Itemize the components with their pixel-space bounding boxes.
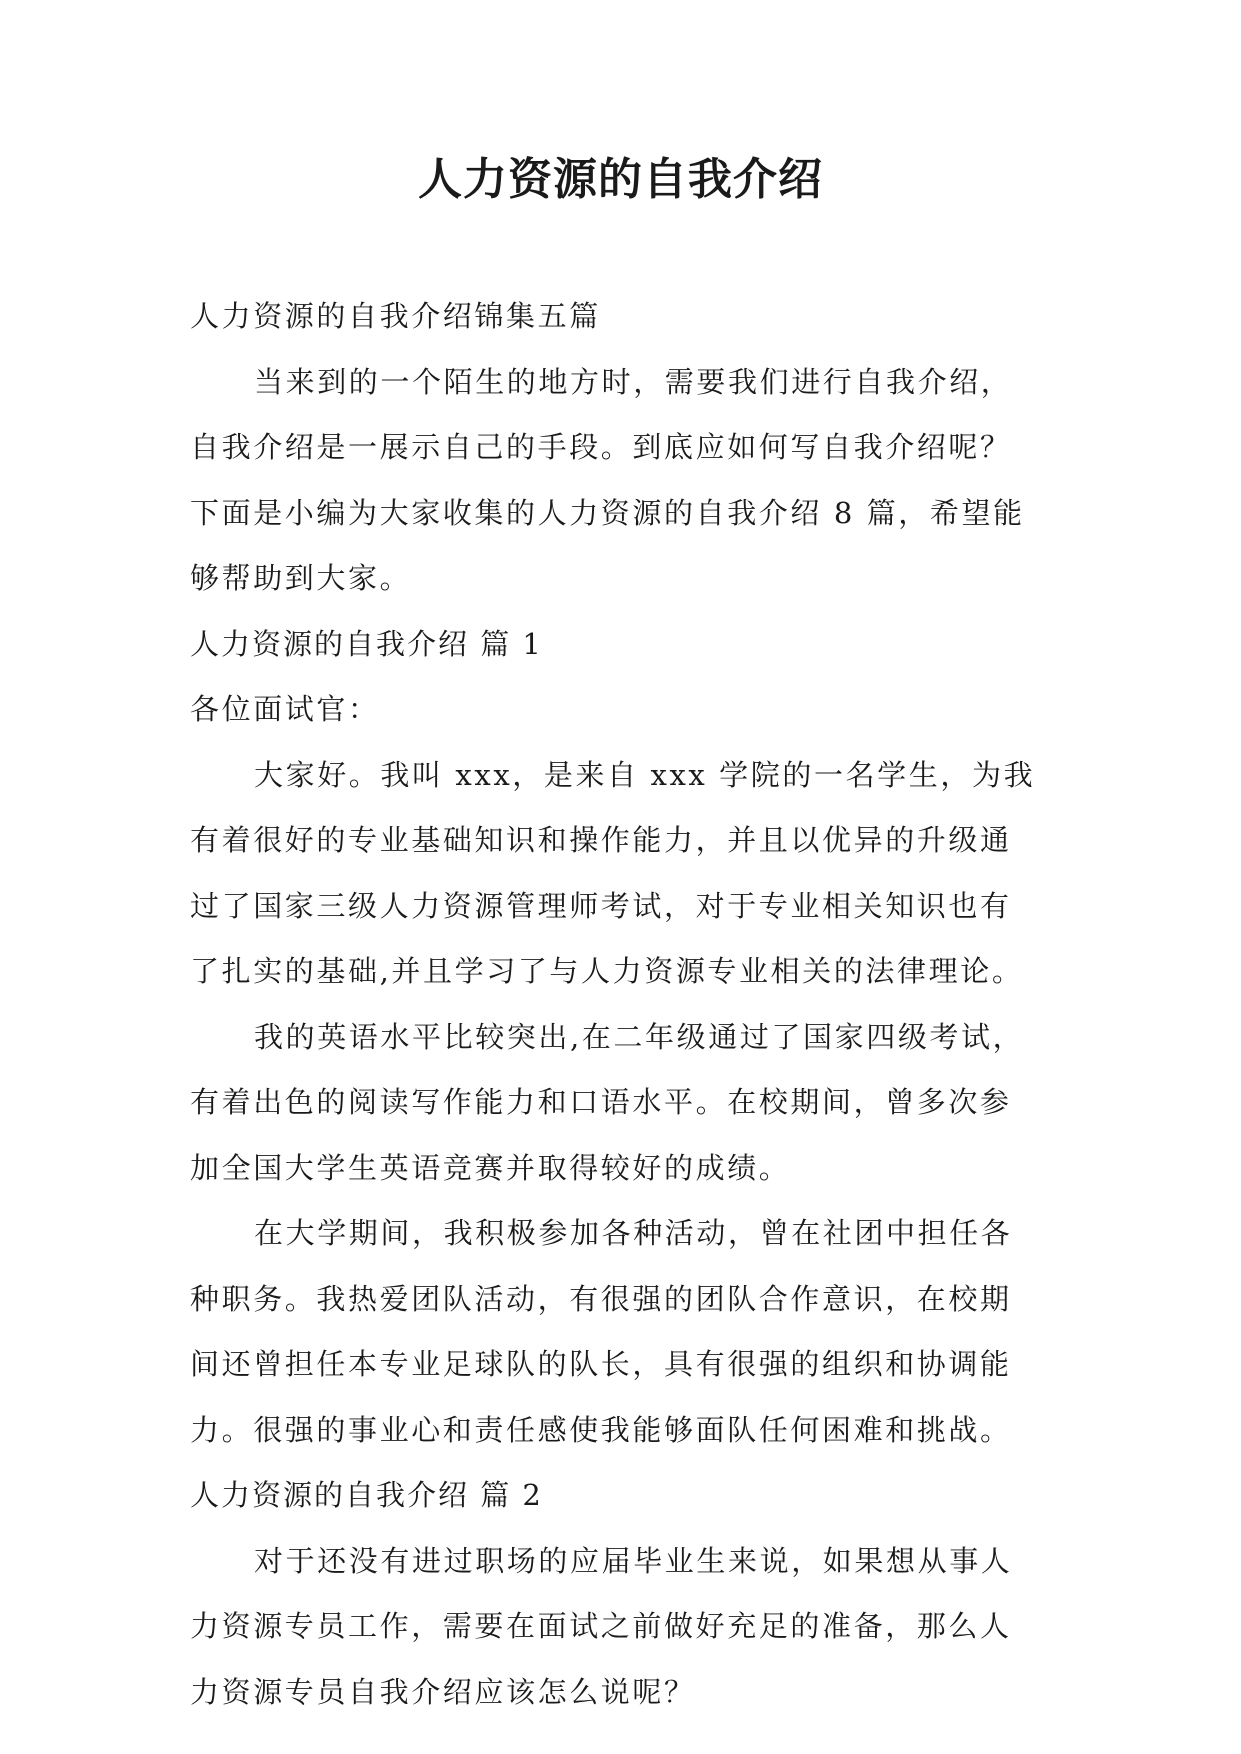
paragraph-line: 够帮助到大家。	[190, 561, 412, 595]
paragraph-line: 自我介绍是一展示自己的手段。到底应如何写自我介绍呢？	[190, 430, 1012, 464]
document-body	[190, 284, 1070, 1725]
paragraph-line: 当来到的一个陌生的地方时，需要我们进行自我介绍，	[254, 364, 1013, 399]
paragraph-line: 在大学期间，我积极参加各种活动，曾在社团中担任各	[254, 1216, 1013, 1250]
paragraph-line: 种职务。我热爱团队活动，有很强的团队合作意识，在校期	[190, 1281, 1012, 1316]
section-heading: 人力资源的自我介绍 篇 2	[190, 1478, 543, 1512]
subtitle-line: 人力资源的自我介绍锦集五篇	[190, 299, 601, 333]
paragraph-line: 力。很强的事业心和责任感使我能够面队任何困难和挑战。	[190, 1412, 1012, 1447]
paragraph-line: 大家好。我叫 xxx，是来自 xxx 学院的一名学生，为我	[254, 757, 1036, 792]
paragraph-line: 了扎实的基础,并且学习了与人力资源专业相关的法律理论。	[190, 954, 1024, 988]
paragraph-line: 力资源专员工作，需要在面试之前做好充足的准备，那么人	[190, 1609, 1012, 1643]
paragraph-line: 有着出色的阅读写作能力和口语水平。在校期间，曾多次参	[190, 1085, 1012, 1119]
section-heading: 人力资源的自我介绍 篇 1	[190, 626, 543, 661]
paragraph-line: 过了国家三级人力资源管理师考试，对于专业相关知识也有	[190, 888, 1012, 923]
paragraph-line: 对于还没有进过职场的应届毕业生来说，如果想从事人	[254, 1543, 1013, 1578]
paragraph-line: 下面是小编为大家收集的人力资源的自我介绍 8 篇，希望能	[190, 495, 1025, 530]
salutation-line: 各位面试官：	[190, 692, 380, 726]
paragraph-line: 间还曾担任本专业足球队的队长，具有很强的组织和协调能	[190, 1347, 1012, 1381]
paragraph-line: 力资源专员自我介绍应该怎么说呢？	[190, 1674, 696, 1709]
paragraph-line: 有着很好的专业基础知识和操作能力，并且以优异的升级通	[190, 823, 1012, 857]
document-title: 人力资源的自我介绍	[418, 154, 823, 205]
paragraph-line: 我的英语水平比较突出,在二年级通过了国家四级考试，	[254, 1019, 1025, 1054]
paragraph-line: 加全国大学生英语竞赛并取得较好的成绩。	[190, 1150, 791, 1185]
